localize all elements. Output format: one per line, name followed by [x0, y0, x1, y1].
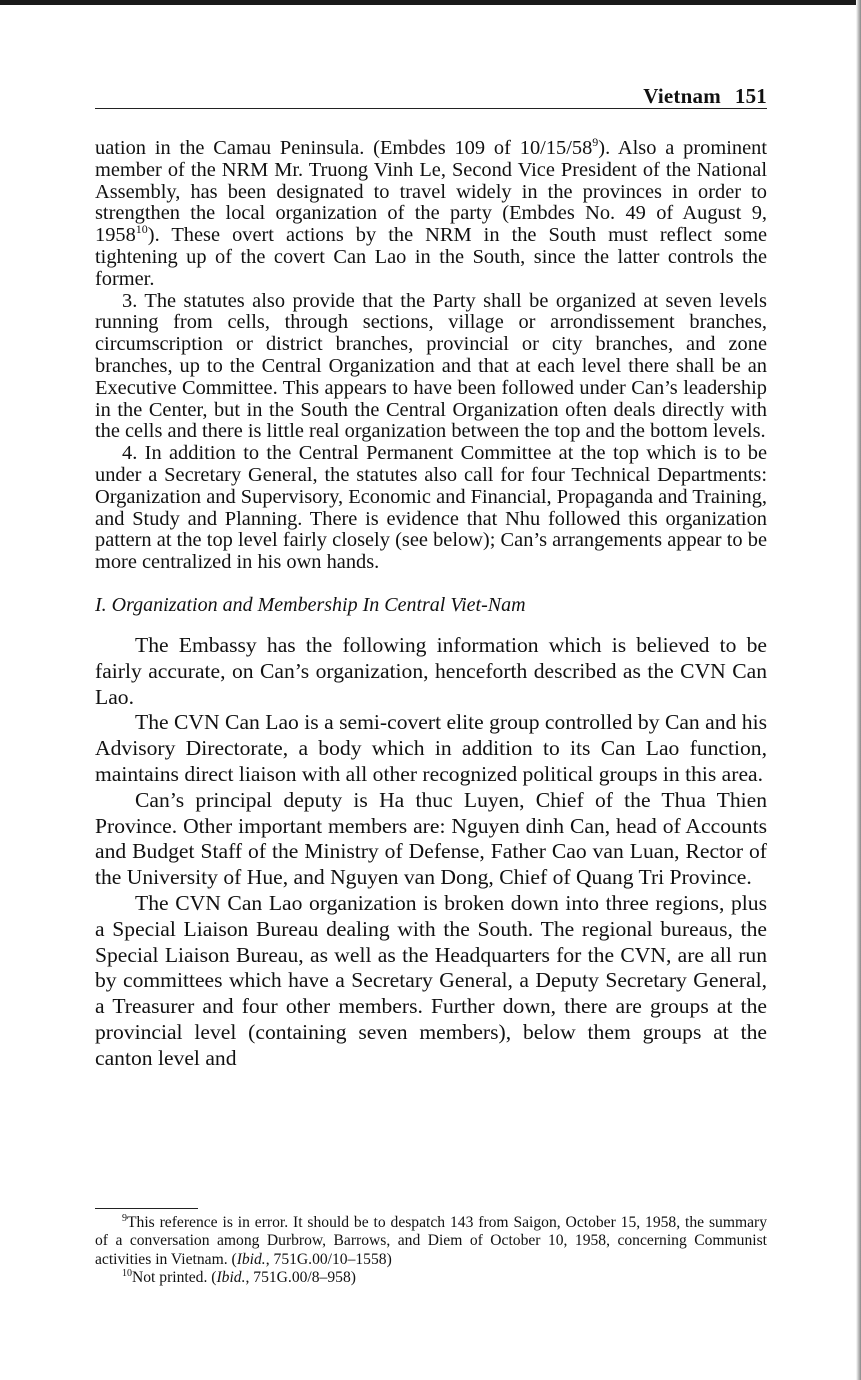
scan-top-border [0, 0, 861, 5]
body-paragraph: Can’s principal deputy is Ha thuc Luyen, Chief of the Thua Thien Province. Other important members are: Nguyen dinh Can, head of Accounts and Budget Staff of the Ministry of Defense, Father Cao van Luan, Rector of the University of Hue, and Nguyen van Dong, Chief of Quang Tri Province. [95, 787, 767, 890]
main-section [95, 633, 767, 1072]
section-heading: I. Organization and Membership In Central Viet-Nam [95, 593, 526, 616]
body-paragraph: The Embassy has the following information which is believed to be fairly accurate, on Can’s organization, henceforth described as the CVN Can Lao. [95, 632, 767, 709]
body-paragraph-continuation: uation in the Camau Peninsula. (Embdes 109 of $10/15/58^9$). Also a prominent member of the NRM Mr. Truong Vinh Le, Second Vice President of the National Assembly, has been designated to travel widely in the provinces in order to strengthen the local organization of the party (Embdes No. 49 of August 9, 1958$^{10}$). These overt actions by the NRM in the South must reflect some tightening up of the covert Can Lao in the South, since the latter controls the former. [95, 135, 767, 290]
page-number: 151 [734, 84, 767, 108]
footnotes [95, 1214, 767, 1287]
footnote-ref-9[interactable]: 9 [592, 135, 599, 150]
footnote-rule [95, 1208, 198, 1209]
body-paragraph: The CVN Can Lao organization is broken down into three regions, plus a Special Liaison Bureau dealing with the South. The regional bureaus, the Special Liaison Bureau, as well as the Headquarters for the CVN, are all run by committees which have a Secretary General, a Deputy Secretary General, a Treasurer and four other members. Further down, there are groups at the provincial level (containing seven members), below them groups at the canton level and [95, 890, 767, 1070]
body-paragraph: The CVN Can Lao is a semi-covert elite group controlled by Can and his Advisory Directorate, a body which in addition to its Can Lao function, maintains direct liaison with all other recognized political groups in this area. [95, 710, 767, 786]
body-paragraph-3: 3. The statutes also provide that the Party shall be organized at seven levels running from cells, through sections, village or arrondissement branches, circumscription or district branches, provincial or city branches, and zone branches, up to the Central Organization and that at each level there shall be an Executive Committee. This appears to have been followed under Can’s leadership in the Center, but in the South the Central Organization often deals directly with the cells and there is little real organization between the top and the bottom levels. [95, 289, 767, 443]
footnote-10: $^{10}$Not printed. (Ibid., 751G.00/8–958) [122, 1267, 356, 1286]
footnote-ref-10[interactable]: 10 [135, 222, 148, 237]
body-paragraph-4: 4. In addition to the Central Permanent Committee at the top which is to be under a Secretary General, the statutes also call for four Technical Departments: Organization and Supervisory, Economic and Financial, Propaganda and Training, and Study and Planning. There is evidence that Nhu followed this organization pattern at the top level fairly closely (see below); Can’s arrangements appear to be more centralized in his own hands. [95, 442, 767, 574]
scan-right-edge [856, 0, 861, 1380]
numbered-section [95, 135, 767, 574]
footnote-9: $^9$This reference is in error. It should be to despatch 143 from Saigon, October 15, 1958, the summary of a conversation among Durbrow, Barrows, and Diem of October 10, 1958, concerning Communist activities in Vietnam. (Ibid., 751G.00/10–1558) [95, 1212, 767, 1268]
header-title: Vietnam [643, 84, 721, 108]
page-body [95, 135, 767, 1071]
running-head [643, 84, 767, 109]
running-header [95, 84, 767, 109]
